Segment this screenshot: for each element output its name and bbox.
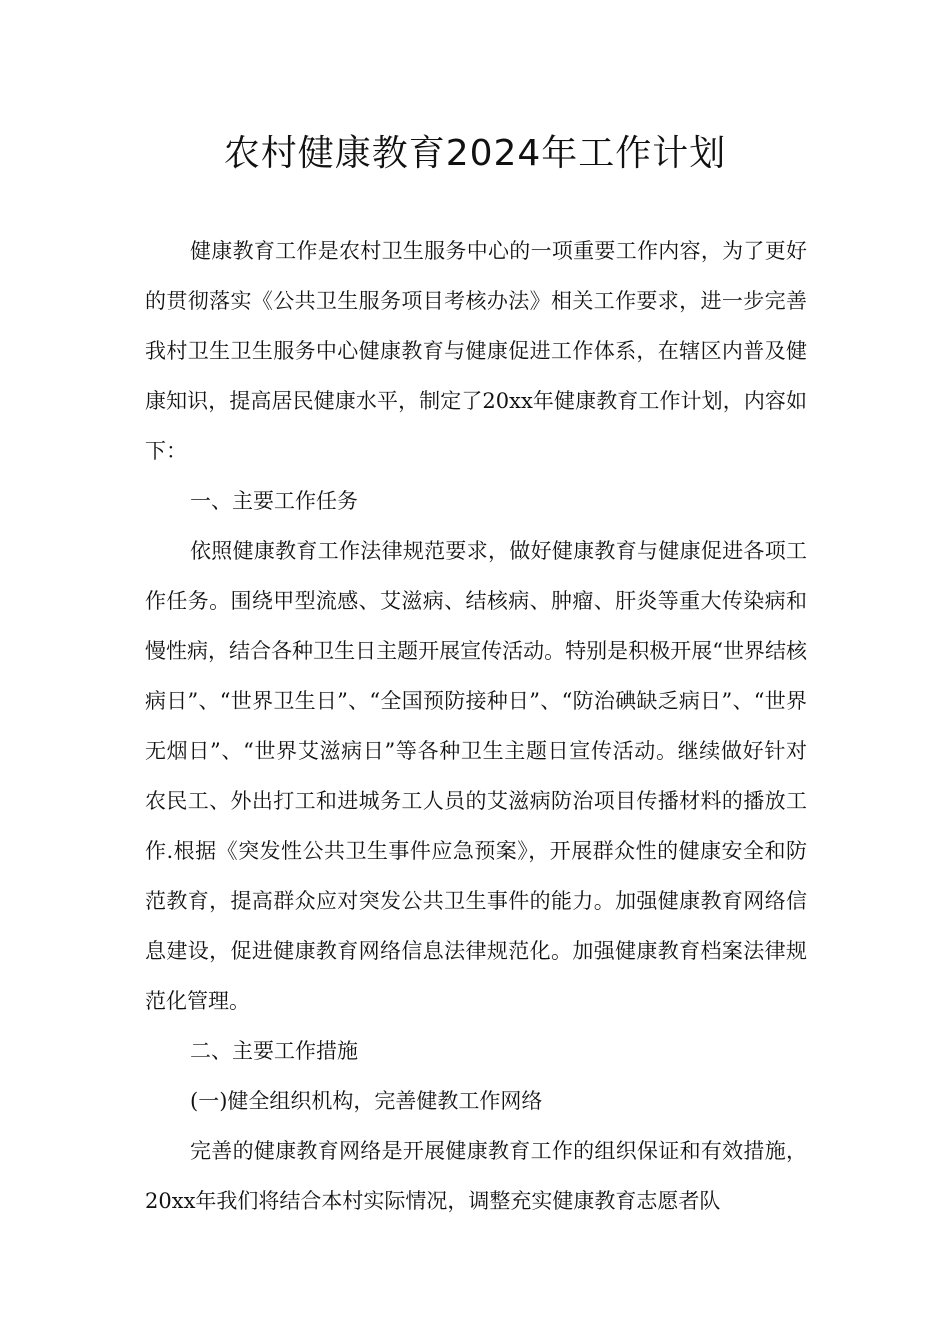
- intro-paragraph: 健康教育工作是农村卫生服务中心的一项重要工作内容，为了更好的贯彻落实《公共卫生服务项目考核办法》相关工作要求，进一步完善我村卫生卫生服务中心健康教育与健康促进工作体系，在辖区内普及健康知识，提高居民健康水平，制定了20xx年健康教育工作计划，内容如下：: [145, 239, 807, 463]
- subsection-heading-organization: (一)健全组织机构，完善健教工作网络: [190, 1089, 543, 1113]
- document-title: 农村健康教育2024年工作计划: [223, 133, 727, 174]
- tasks-paragraph: 依照健康教育工作法律规范要求，做好健康教育与健康促进各项工作任务。围绕甲型流感、艾滋病、结核病、肿瘤、肝炎等重大传染病和慢性病，结合各种卫生日主题开展宣传活动。特别是积极开展“世界结核病日”、“世界卫生日”、“全国预防接种日”、“防治碘缺乏病日”、“世界无烟日”、“世界艾滋病日”等各种卫生主题日宣传活动。继续做好针对农民工、外出打工和进城务工人员的艾滋病防治项目传播材料的播放工作.根据《突发性公共卫生事件应急预案》，开展群众性的健康安全和防范教育，提高群众应对突发公共卫生事件的能力。加强健康教育网络信息建设，促进健康教育网络信息法律规范化。加强健康教育档案法律规范化管理。: [145, 539, 807, 1013]
- organization-paragraph: 完善的健康教育网络是开展健康教育工作的组织保证和有效措施，20xx年我们将结合本村实际情况，调整充实健康教育志愿者队: [145, 1139, 807, 1213]
- section-heading-measures: 二、主要工作措施: [190, 1039, 358, 1063]
- section-heading-tasks: 一、主要工作任务: [190, 489, 358, 513]
- document-body: [145, 226, 807, 1226]
